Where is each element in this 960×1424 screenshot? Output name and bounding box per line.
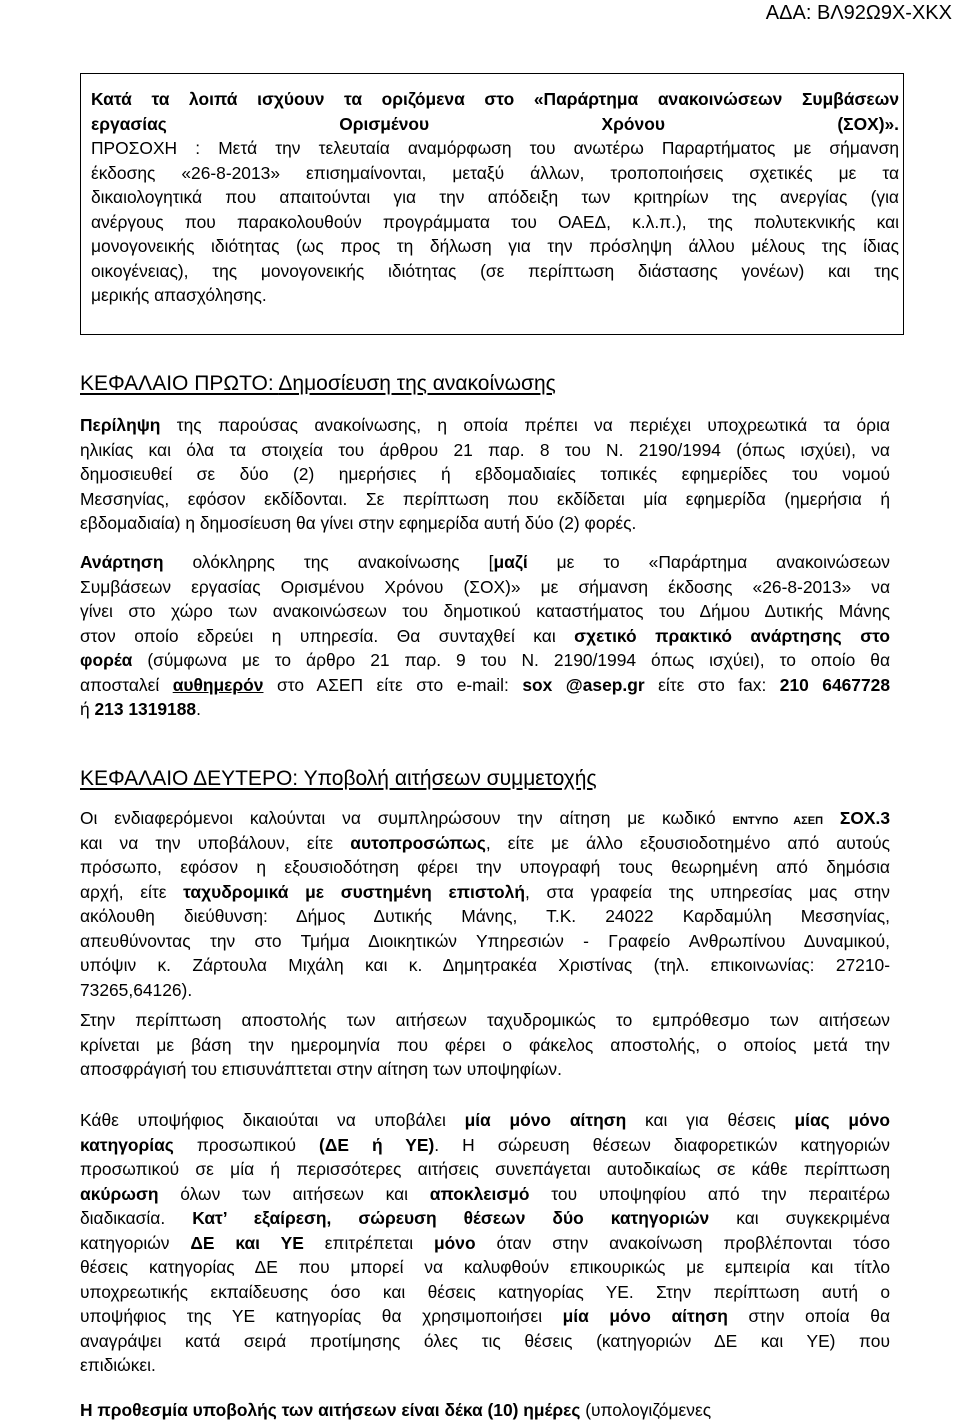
- chapter-1-paragraph-2: [80, 550, 890, 722]
- text-run: ΣΟΧ.3: [823, 808, 890, 828]
- text-run: εργασίας Ορισμένου Χρόνου (ΣΟΧ)».: [91, 113, 899, 134]
- text-line: [91, 234, 899, 259]
- ada-code: ΑΔΑ: ΒΛ92Ω9Χ-ΧΚΧ: [765, 2, 952, 24]
- text-run: αποσφράγισή του επισυνάπτεται στην αίτηση των υποψηφίων.: [80, 1059, 562, 1079]
- text-run: σχετικό πρακτικό ανάρτησης στο: [574, 625, 890, 646]
- text-run: υπόψιν κ. Ζάρτουλα Μιχάλη και κ. Δημητρακέα Χριστίνας (τηλ. επικοινωνίας: 27210-: [80, 955, 890, 975]
- text-run: sox @asep.gr: [522, 674, 645, 695]
- text-run: Κατά τα λοιπά ισχύουν τα οριζόμενα στο «Παράρτημα ανακοινώσεων Συμβάσεων: [91, 89, 899, 109]
- text-run: στην οποία θα: [727, 1306, 890, 1326]
- text-line: [91, 112, 899, 137]
- text-run: ή: [80, 699, 95, 719]
- text-run: Συμβάσεων εργασίας Ορισμένου Χρόνου (ΣΟΧ)» με σήμανση έκδοσης «26-8-2013» να: [80, 576, 890, 597]
- text-run: στο ΑΣΕΠ είτε στο e-mail:: [263, 674, 523, 695]
- text-line: [80, 953, 890, 978]
- text-run: Οι ενδιαφερόμενοι καλούνται να συμπληρώσουν την αίτηση με κωδικό: [80, 808, 733, 828]
- text-line: [91, 210, 899, 235]
- text-run: αυθημερόν: [172, 674, 264, 695]
- text-line: [91, 185, 899, 210]
- text-run: Ανάρτηση: [80, 552, 164, 572]
- text-run: ταχυδρομικά με συστημένη επιστολή: [183, 881, 525, 902]
- text-run: στον οποίο εδρεύει η υπηρεσία. Θα συνταχθεί και: [80, 625, 575, 646]
- text-run: ΕΝΤΥΠΟ ΑΣΕΠ: [732, 815, 824, 827]
- text-line: [80, 1108, 890, 1133]
- text-run: Κατ’ εξαίρεση, σώρευση θέσεων δύο κατηγοριών: [192, 1208, 710, 1228]
- text-run: . Η σώρευση θέσεων διαφορετικών κατηγοριών: [434, 1134, 890, 1155]
- chapter-1-heading-prefix: ΚΕΦΑΛΑΙΟ ΠΡΩΤΟ:: [80, 372, 279, 395]
- text-run: του υποψηφίου από την περαιτέρω: [529, 1183, 890, 1204]
- text-line: [80, 1329, 890, 1354]
- text-line: [80, 1033, 890, 1058]
- text-line: [91, 283, 899, 308]
- text-run: μαζί: [493, 552, 528, 572]
- text-run: Μεσσηνίας, εφόσον εκδίδονται. Σε περίπτωση που εκδίδεται μία εφημερίδα (ημερήσια ή: [80, 488, 890, 509]
- chapter-1-heading: [80, 372, 556, 396]
- text-line: [80, 550, 890, 575]
- chapter-2-paragraph-1: [80, 806, 890, 1002]
- text-line: [80, 575, 890, 600]
- text-run: προσωπικού σε μία ή περισσότερες αιτήσεις συνεπάγεται αυτοδικαίως σε κάθε περίπτωση: [80, 1159, 890, 1179]
- text-line: [80, 855, 890, 880]
- chapter-2-heading-prefix: ΚΕΦΑΛΑΙΟ: [80, 767, 194, 790]
- text-run: υποχρεωτικής εκπαίδευσης όσο και θέσεις κατηγορίας ΥΕ. Στην περίπτωση αυτή ο: [80, 1281, 890, 1302]
- chapter-2-paragraph-3: [80, 1108, 890, 1378]
- text-run: μία μόνο αίτηση: [562, 1306, 728, 1326]
- text-run: και για θέσεις: [626, 1110, 795, 1130]
- text-run: προσωπικού: [173, 1134, 320, 1155]
- text-line: [80, 1353, 890, 1378]
- text-run: μερικής απασχόλησης.: [91, 285, 267, 305]
- text-line: [80, 1231, 890, 1256]
- text-run: και να την υποβάλουν, είτε: [80, 832, 351, 853]
- chapter-2-paragraph-4: [80, 1398, 890, 1423]
- text-run: ανέργους που παρακολουθούν προγράμματα του ΟΑΕΔ, κ.λ.π.), της πολυτεκνικής και: [91, 211, 899, 232]
- text-run: υποψήφιος της ΥΕ κατηγορίας θα χρησιμοποιήσει: [80, 1306, 563, 1326]
- text-line: [80, 1304, 890, 1329]
- text-run: (σύμφωνα με το άρθρο 21 παρ. 9 του Ν. 2190/1994 όπως ισχύει), το οποίο θα: [132, 650, 890, 670]
- text-run: Περίληψη: [80, 415, 161, 435]
- chapter-1-heading-title: Δημοσίευση της ανακοίνωσης: [278, 372, 556, 395]
- text-run: , στα γραφεία της υπηρεσίας μας στην: [524, 881, 890, 902]
- text-run: εβδομαδιαία) η δημοσίευση θα γίνει στην εφημερίδα αυτή δύο (2) φορές.: [80, 513, 637, 533]
- text-run: ΔΕ και ΥΕ: [190, 1232, 304, 1253]
- text-run: θέσεις κατηγορίας ΔΕ που μπορεί να καλυφθούν επικουρικώς με εμπειρία και τίτλο: [80, 1257, 890, 1277]
- text-run: .: [196, 699, 201, 719]
- text-line: [91, 259, 899, 284]
- text-run: γίνει στο χώρο των ανακοινώσεων του δημοτικού καταστήματος του Δήμου Δυτικής Μάνης: [80, 601, 890, 621]
- text-run: κατηγοριών: [80, 1232, 191, 1253]
- text-run: ακόλουθη διεύθυνση: Δήμος Δυτικής Μάνης, Τ.Κ. 24022 Καρδαμύλη Μεσσηνίας,: [80, 906, 890, 926]
- text-run: έκδοσης «26-8-2013» επισημαίνονται, μεταξύ άλλων, τροποποιήσεις σχετικές με τα: [91, 162, 899, 183]
- text-line: [91, 161, 899, 186]
- text-run: (υπολογιζόμενες: [580, 1400, 712, 1420]
- text-run: όταν στην ανακοίνωση προβλέπονται τόσο: [475, 1232, 890, 1253]
- text-line: [80, 1255, 890, 1280]
- chapter-2-paragraph-2: [80, 1008, 890, 1082]
- text-line: [80, 1008, 890, 1033]
- text-run: πρόσωπο, εφόσον η εξουσιοδότηση φέρει την υπογραφή τους θεωρημένη από δημόσια: [80, 857, 890, 877]
- text-line: [80, 929, 890, 954]
- text-run: Στην περίπτωση αποστολής των αιτήσεων ταχυδρομικώς το εμπρόθεσμο των αιτήσεων: [80, 1010, 890, 1030]
- chapter-1-paragraph-1: [80, 413, 890, 536]
- text-run: Κάθε υποψήφιος δικαιούται να υποβάλει: [80, 1110, 465, 1130]
- text-run: κρίνεται με βάση την ημερομηνία που φέρει ο φάκελος αποστολής, ο οποίος μετά την: [80, 1034, 890, 1055]
- text-line: [80, 880, 890, 905]
- text-line: [80, 831, 890, 856]
- text-run: ηλικίας και όλα τα στοιχεία του άρθρου 21 παρ. 8 του Ν. 2190/1994 (όπως ισχύει), να: [80, 439, 890, 460]
- text-run: δικαιολογητικά που απαιτούνται για την απόδειξη των κριτηρίων της ανεργίας (για: [91, 187, 899, 207]
- text-run: ΠΡΟΣΟΧΗ : Μετά την τελευταία αναμόρφωση του ανωτέρω Παραρτήματος με σήμανση: [91, 138, 899, 158]
- text-line: [80, 1280, 890, 1305]
- text-run: με το «Παράρτημα ανακοινώσεων: [527, 552, 890, 572]
- notice-text: [91, 87, 899, 308]
- text-line: [80, 1182, 890, 1207]
- text-line: [91, 136, 899, 161]
- text-run: φορέα: [80, 650, 133, 670]
- text-run: Η προθεσμία υποβολής των αιτήσεων είναι δέκα (10) ημέρες: [80, 1400, 581, 1420]
- text-run: επιδιώκει.: [80, 1355, 156, 1375]
- text-run: (ΔΕ ή ΥΕ): [319, 1134, 435, 1155]
- text-line: [80, 599, 890, 624]
- text-run: είτε στο fax:: [644, 674, 780, 695]
- text-run: δημοσιευθεί σε δύο (2) ημερήσιες ή εβδομαδιαίες τοπικές εφημερίδες του νομού: [80, 464, 890, 484]
- text-line: [80, 487, 890, 512]
- text-run: της παρούσας ανακοίνωσης, η οποία πρέπει να περιέχει υποχρεωτικά τα όρια: [160, 415, 890, 435]
- text-line: [91, 87, 899, 112]
- text-line: [80, 1133, 890, 1158]
- text-run: όλων των αιτήσεων και: [158, 1183, 430, 1204]
- text-line: [80, 438, 890, 463]
- text-run: αυτοπροσώπως: [350, 832, 486, 853]
- text-run: ακύρωση: [80, 1183, 159, 1204]
- text-line: [80, 648, 890, 673]
- text-line: [80, 624, 890, 649]
- text-run: μία μόνο αίτηση: [464, 1110, 627, 1130]
- text-run: κατηγορίας: [80, 1134, 174, 1155]
- text-line: [80, 697, 890, 722]
- text-line: [80, 673, 890, 698]
- text-run: μονογονεικής ιδιότητας (ως προς τη δήλωση για την πρόσληψη άλλου μέλους της ίδιας: [91, 236, 899, 256]
- text-run: και συγκεκριμένα: [709, 1208, 890, 1228]
- text-line: [80, 1157, 890, 1182]
- text-run: αποσταλεί: [80, 674, 173, 695]
- text-run: μίας μόνο: [794, 1110, 890, 1130]
- notice-box: [80, 73, 904, 335]
- text-run: 213 1319188: [94, 699, 197, 719]
- text-line: [80, 1398, 890, 1423]
- text-run: 73265,64126).: [80, 979, 193, 1000]
- text-run: , είτε με άλλο εξουσιοδοτημένο από αυτούς: [485, 832, 890, 853]
- text-run: απευθύνοντας την στο Τμήμα Διοικητικών Υπηρεσιών - Γραφείο Ανθρωπίνου Δυναμικού,: [80, 930, 890, 951]
- text-run: μόνο: [434, 1232, 476, 1253]
- text-line: [80, 1206, 890, 1231]
- text-run: επιτρέπεται: [303, 1232, 435, 1253]
- text-line: [80, 413, 890, 438]
- chapter-2-heading-title: ΔΕΥΤΕΡΟ: Υποβολή αιτήσεων συμμετοχής: [193, 767, 597, 790]
- text-run: διαδικασία.: [80, 1208, 193, 1228]
- text-run: οικογένειας), της μονογονεικής ιδιότητας (σε περίπτωση διάστασης γονέων) και της: [91, 260, 899, 281]
- text-line: [80, 904, 890, 929]
- text-run: αναγράψει κατά σειρά προτίμησης όλες τις θέσεις (κατηγοριών ΔΕ και ΥΕ) που: [80, 1330, 890, 1351]
- text-run: ολόκληρης της ανακοίνωσης [: [163, 552, 494, 572]
- text-run: 210 6467728: [779, 674, 890, 695]
- text-line: [80, 806, 890, 831]
- text-run: αρχή, είτε: [80, 881, 184, 902]
- chapter-2-heading: [80, 767, 597, 791]
- text-run: αποκλεισμό: [429, 1183, 530, 1204]
- text-line: [80, 1057, 890, 1082]
- text-line: [80, 511, 890, 536]
- text-line: [80, 462, 890, 487]
- text-line: [80, 978, 890, 1003]
